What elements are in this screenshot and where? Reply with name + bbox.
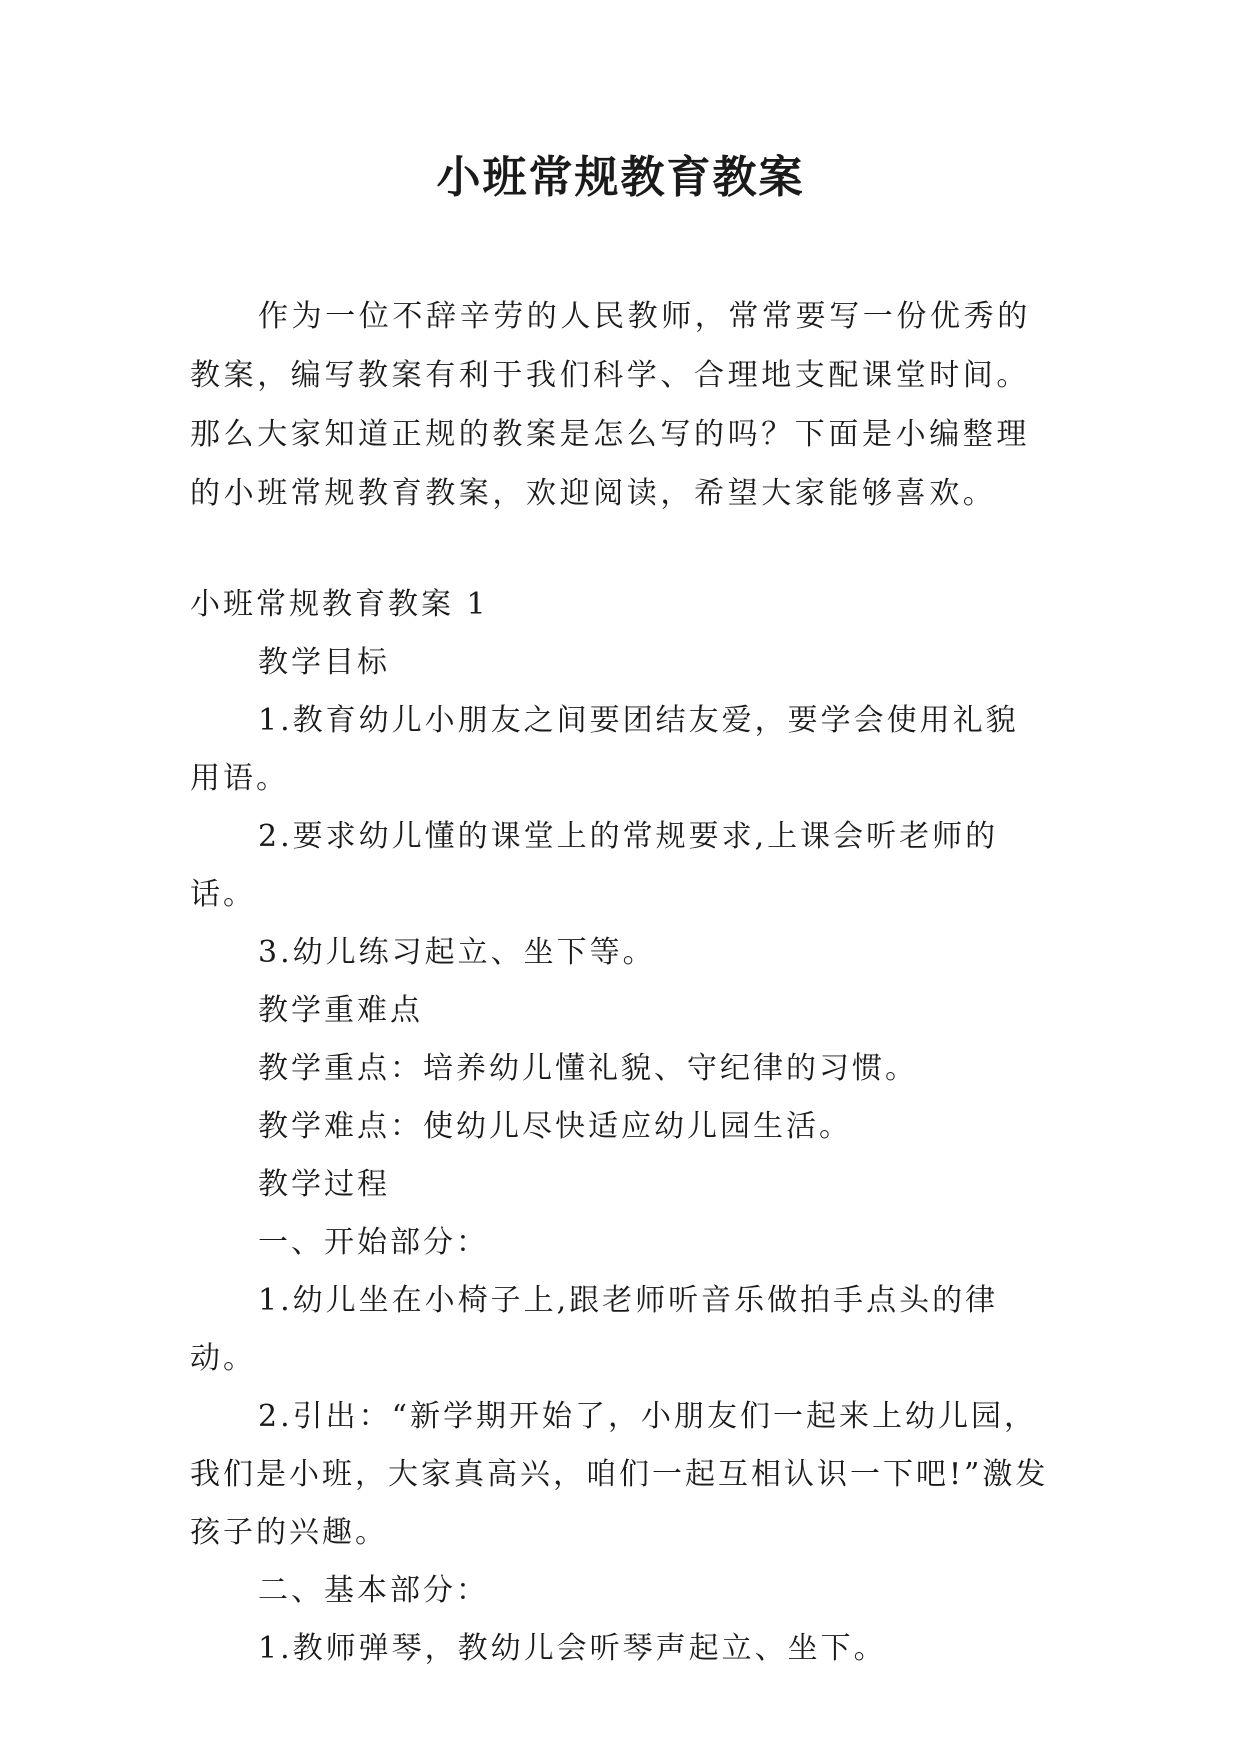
paragraph: 一、开始部分： [258,1225,489,1260]
paragraph: 教学重难点 [258,993,423,1028]
paragraph: 1.幼儿坐在小椅子上,跟老师听音乐做拍手点头的律动。 [190,1283,999,1376]
paragraph: 教学过程 [258,1167,390,1202]
paragraph: 1.教师弹琴，教幼儿会听琴声起立、坐下。 [258,1631,887,1666]
paragraph: 3.幼儿练习起立、坐下等。 [258,935,656,970]
paragraph: 教学难点：使幼儿尽快适应幼儿园生活。 [258,1109,852,1144]
paragraph: 2.要求幼儿懂的课堂上的常规要求,上课会听老师的话。 [190,819,999,912]
section-heading: 小班常规教育教案 1 [190,587,489,622]
paragraph: 教学重点：培养幼儿懂礼貌、守纪律的习惯。 [258,1051,918,1086]
paragraph: 1.教育幼儿小朋友之间要团结友爱，要学会使用礼貌用语。 [190,703,1019,796]
intro-paragraph: 作为一位不辞辛劳的人民教师，常常要写一份优秀的教案，编写教案有利于我们科学、合理地支配课堂时间。那么大家知道正规的教案是怎么写的吗？下面是小编整理的小班常规教育教案，欢迎阅读，希望大家能够喜欢。 [190,299,1031,511]
document-title: 小班常规教育教案 [436,152,805,203]
document-body [190,576,1050,1678]
paragraph: 二、基本部分： [258,1573,489,1608]
paragraph: 2.引出：“新学期开始了，小朋友们一起来上幼儿园，我们是小班，大家真高兴，咱们一起互相认识一下吧!”激发孩子的兴趣。 [190,1399,1049,1550]
paragraph: 教学目标 [258,645,390,680]
